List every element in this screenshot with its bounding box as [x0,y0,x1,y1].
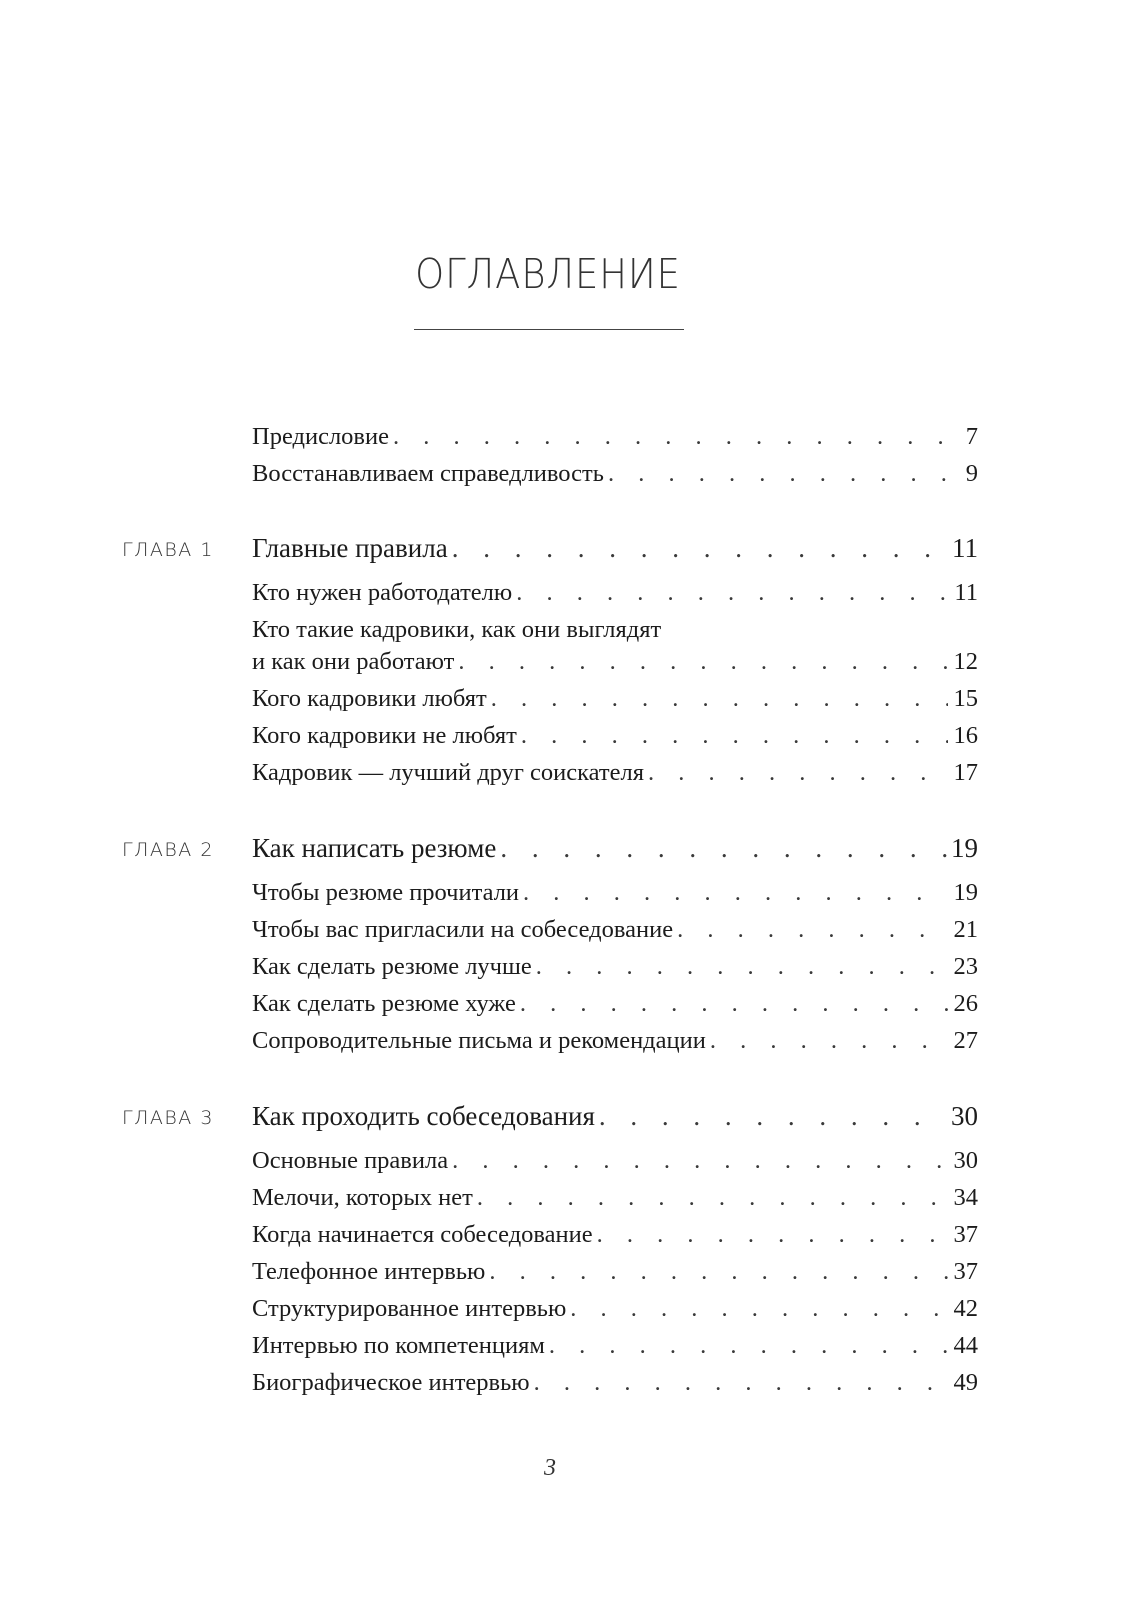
toc-entry-page: 44 [953,1332,978,1359]
toc-entry-title: Как сделать резюме хуже [252,990,516,1017]
toc-leader-dots [597,1218,948,1252]
toc-entry-title: Как сделать резюме лучше [252,953,532,980]
toc-entry[interactable] [252,1144,978,1178]
toc-leader-dots [599,1099,947,1133]
toc-entry-page: 30 [953,1147,978,1174]
toc-entry-page: 27 [953,1027,978,1054]
toc-entry[interactable] [252,756,978,790]
toc-chapter-entry[interactable] [252,1099,978,1133]
toc-entry-page: 12 [953,648,978,675]
toc-entry-title: Телефонное интервью [252,1258,486,1285]
toc-leader-dots [521,719,948,753]
toc-entry[interactable] [252,1292,978,1326]
toc-leader-dots [710,1024,948,1058]
toc-leader-dots [570,1292,948,1326]
toc-entry-title: Чтобы вас пригласили на собеседование [252,916,674,943]
toc-entry-title: Мелочи, которых нет [252,1184,473,1211]
toc-entry-page: 11 [952,533,978,563]
toc-entry[interactable] [252,950,978,984]
toc-entry-title: Кто нужен работодателю [252,579,513,606]
toc-leader-dots [677,913,948,947]
toc-leader-dots [534,1366,948,1400]
toc-entry-title: Интервью по компетенциям [252,1332,545,1359]
toc-entry[interactable] [252,457,978,491]
toc-entry[interactable] [252,420,978,454]
chapter-label: ГЛАВА 2 [122,839,214,861]
toc-entry-page: 16 [953,722,978,749]
toc-leader-dots [549,1329,948,1363]
toc-chapter-entry[interactable] [252,831,978,865]
toc-entry-page: 26 [953,990,978,1017]
toc-entry-page: 21 [953,916,978,943]
toc-entry-title: Чтобы резюме прочитали [252,879,520,906]
toc-chapter-entry[interactable] [252,531,978,565]
toc-leader-dots [452,531,948,565]
page-title: ОГЛАВЛЕНИЕ [415,250,681,298]
toc-leader-dots [516,576,948,610]
toc-leader-dots [489,1255,948,1289]
toc-entry[interactable] [252,1255,978,1289]
toc-chapter-title: Как проходить собеседования [252,1101,595,1131]
toc-entry-title: Предисловие [252,423,389,450]
toc-entry-page: 19 [953,879,978,906]
toc-entry-title-line[interactable]: Кто такие кадровики, как они выглядят [252,616,662,643]
toc-entry[interactable] [252,645,978,679]
toc-leader-dots [491,682,948,716]
toc-leader-dots [648,756,948,790]
toc-leader-dots [608,457,948,491]
toc-entry-title: и как они работают [252,648,455,675]
toc-entry-page: 9 [965,460,978,487]
toc-entry[interactable] [252,1218,978,1252]
toc-chapter-title: Как написать резюме [252,833,497,863]
toc-entry-title: Кадровик — лучший друг соискателя [252,759,644,786]
toc-entry[interactable] [252,987,978,1021]
toc-entry-title: Сопроводительные письма и рекомендации [252,1027,706,1054]
toc-entry[interactable] [252,1329,978,1363]
toc-leader-dots [523,876,948,910]
toc-entry-title: Восстанавливаем справедливость [252,460,604,487]
toc-entry-title: Структурированное интервью [252,1295,567,1322]
toc-leader-dots [393,420,948,454]
toc-entry-page: 42 [953,1295,978,1322]
toc-entry[interactable] [252,876,978,910]
toc-entry-page: 23 [953,953,978,980]
toc-chapter-title: Главные правила [252,533,448,563]
toc-entry-page: 30 [951,1101,978,1131]
toc-entry-title: Основные правила [252,1147,449,1174]
toc-entry-page: 37 [953,1258,978,1285]
toc-entry-page: 11 [954,579,978,606]
toc-leader-dots [520,987,948,1021]
toc-entry-page: 17 [953,759,978,786]
toc-leader-dots [458,645,948,679]
toc-leader-dots [477,1181,948,1215]
toc-entry-title: Кого кадровики не любят [252,722,517,749]
toc-entry[interactable] [252,1181,978,1215]
toc-leader-dots [536,950,948,984]
toc-entry-title: Кого кадровики любят [252,685,487,712]
toc-entry[interactable] [252,682,978,716]
toc-entry[interactable] [252,576,978,610]
toc-entry-title: Когда начинается собеседование [252,1221,593,1248]
page-number: 3 [544,1455,556,1481]
chapter-label: ГЛАВА 3 [122,1107,214,1129]
toc-leader-dots [500,831,947,865]
toc-entry[interactable] [252,1366,978,1400]
chapter-label: ГЛАВА 1 [122,539,214,561]
toc-entry-page: 34 [953,1184,978,1211]
toc-entry-page: 49 [953,1369,978,1396]
toc-entry-title: Биографическое интервью [252,1369,530,1396]
toc-entry-page: 19 [951,833,978,863]
toc-entry-page: 37 [953,1221,978,1248]
toc-leader-dots [452,1144,948,1178]
toc-entry[interactable] [252,1024,978,1058]
toc-entry-page: 15 [953,685,978,712]
toc-entry[interactable] [252,913,978,947]
toc-entry-page: 7 [965,423,978,450]
toc-entry[interactable] [252,719,978,753]
